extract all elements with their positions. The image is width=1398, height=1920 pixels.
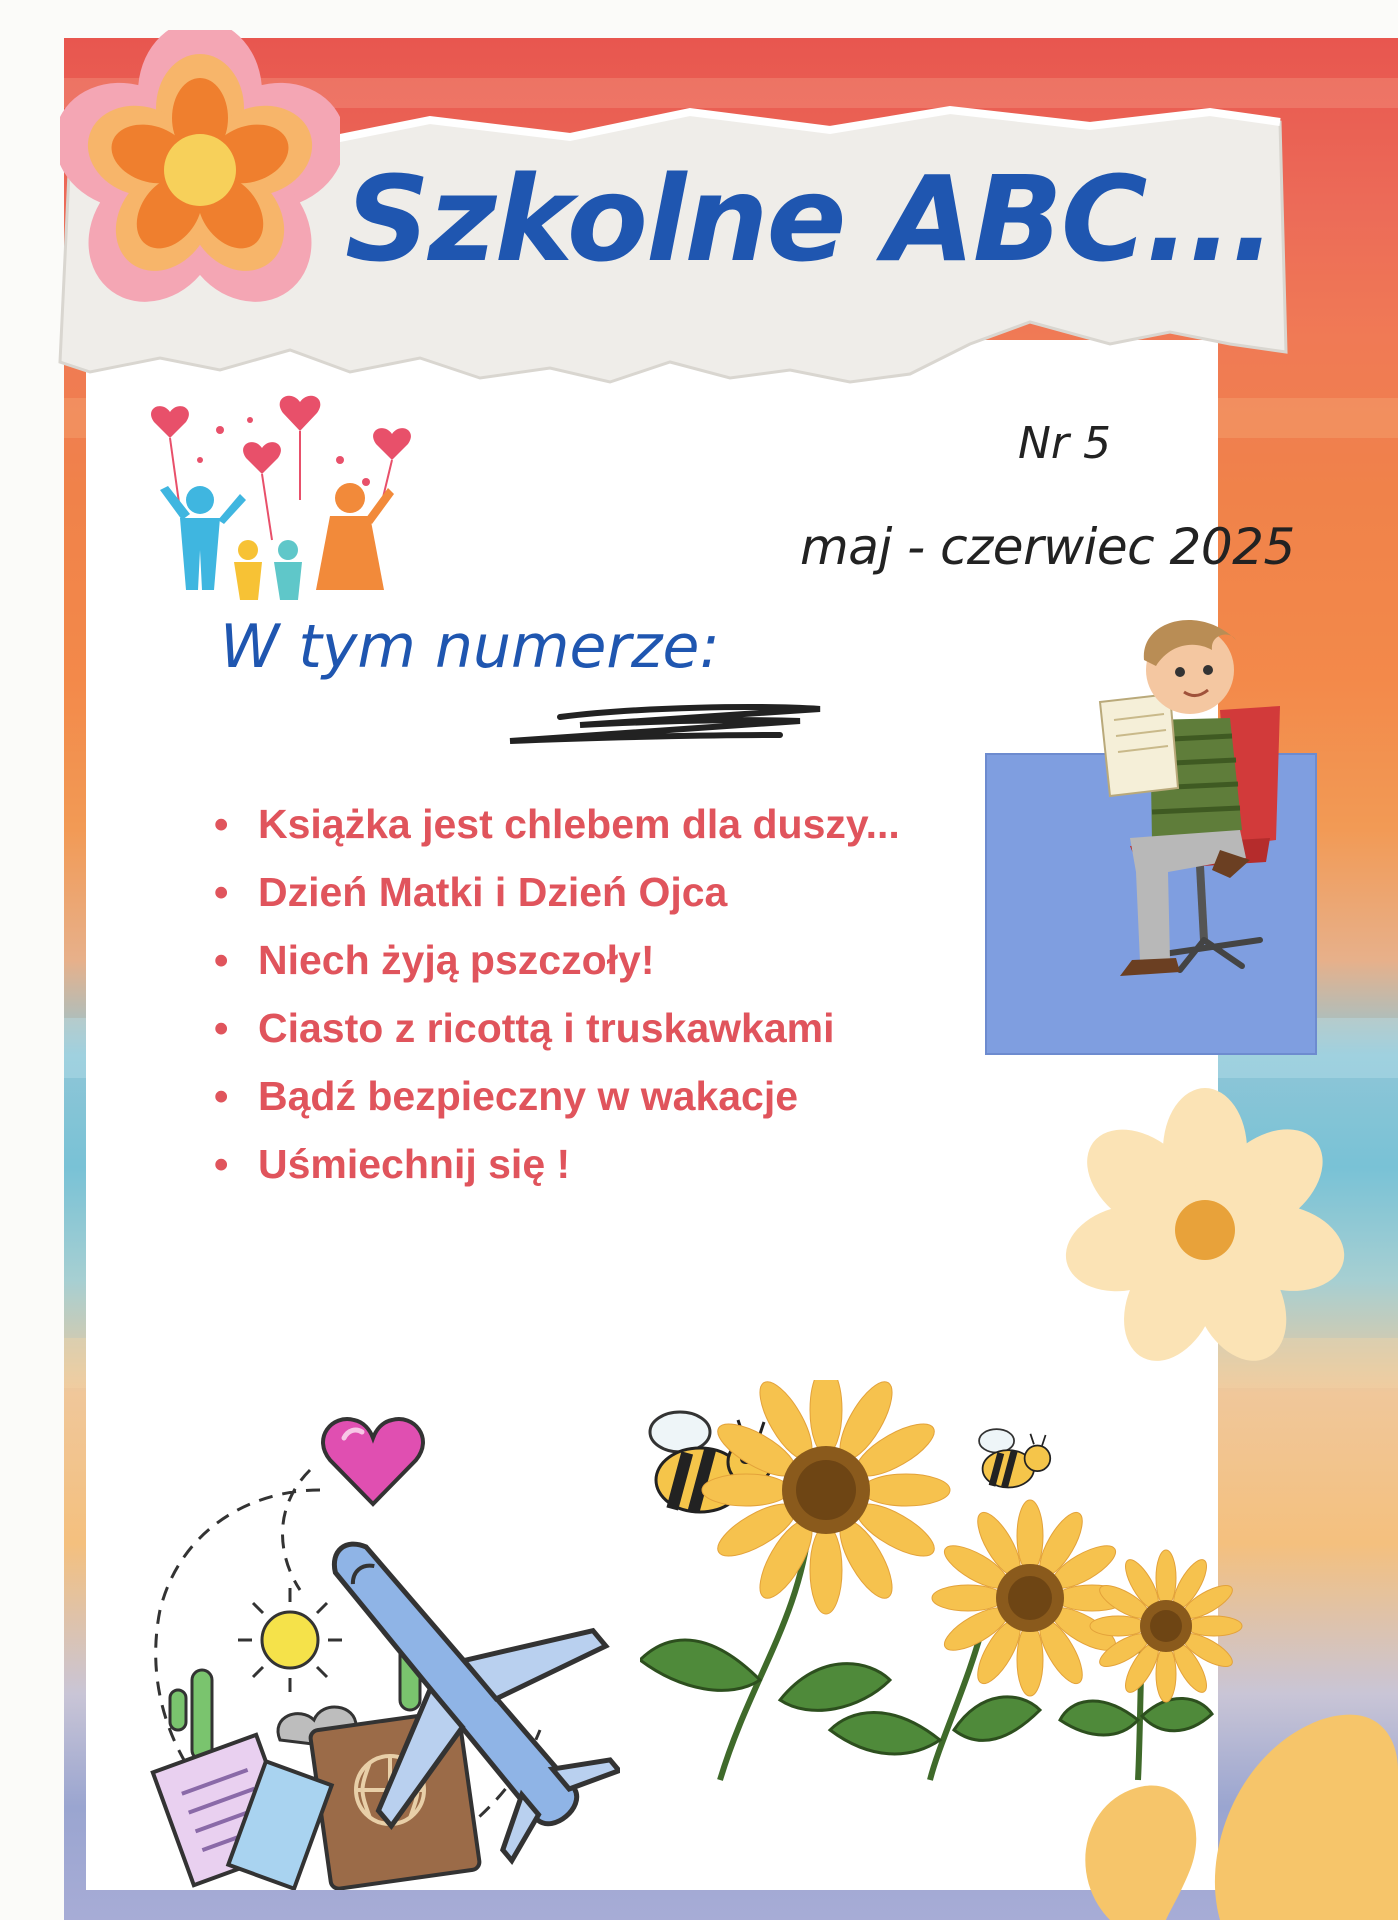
family-balloons-icon <box>140 390 420 610</box>
contents-heading: W tym numerze: <box>220 612 720 682</box>
list-item: • Niech żyją pszczoły! <box>210 926 1010 994</box>
contents-list <box>210 790 1010 1198</box>
daisy-icon <box>1060 1085 1350 1375</box>
list-item: • Uśmiechnij się ! <box>210 1130 1010 1198</box>
travel-collage-icon <box>100 1450 620 1890</box>
issue-number: Nr 5 <box>1018 418 1111 469</box>
underline-scribble <box>500 695 840 755</box>
decorative-petals <box>1070 1680 1398 1920</box>
list-item: • Książka jest chlebem dla duszy... <box>210 790 1010 858</box>
list-item: • Ciasto z ricottą i truskawkami <box>210 994 1010 1062</box>
flower-icon <box>60 30 340 310</box>
list-item: • Dzień Matki i Dzień Ojca <box>210 858 1010 926</box>
magazine-title: Szkolne ABC... <box>345 150 1274 288</box>
issue-date: maj - czerwiec 2025 <box>800 518 1295 576</box>
list-item: • Bądź bezpieczny w wakacje <box>210 1062 1010 1130</box>
boy-reading-icon <box>980 610 1320 1060</box>
